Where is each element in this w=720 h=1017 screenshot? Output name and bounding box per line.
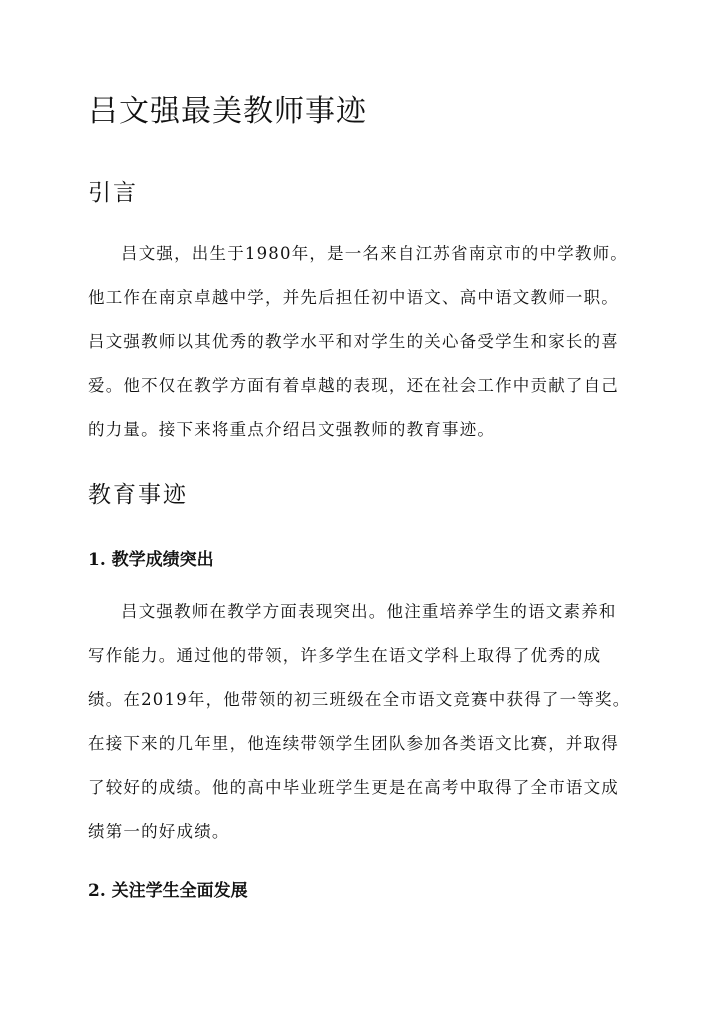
introduction-paragraph: 吕文强，出生于1980年，是一名来自江苏省南京市的中学教师。他工作在南京卓越中学，并先后担任初中语文、高中语文教师一职。吕文强教师以其优秀的教学水平和对学生的关心备受学生和家长的喜爱。他不仅在教学方面有着卓越的表现，还在社会工作中贡献了自己的力量。接下来将重点介绍吕文强教师的教育事迹。 [88, 244, 628, 439]
subsection-heading-student-development: 2. 关注学生全面发展 [88, 881, 248, 901]
section-heading-education-deeds: 教育事迹 [88, 482, 188, 508]
document-title: 吕文强最美教师事迹 [88, 94, 367, 129]
subsection-heading-teaching-results: 1. 教学成绩突出 [88, 550, 214, 570]
section-heading-introduction: 引言 [88, 180, 138, 206]
teaching-results-paragraph: 吕文强教师在教学方面表现突出。他注重培养学生的语文素养和写作能力。通过他的带领，许多学生在语文学科上取得了优秀的成绩。在2019年，他带领的初三班级在全市语文竞赛中获得了一等奖。在接下来的几年里，他连续带领学生团队参加各类语文比赛，并取得了较好的成绩。他的高中毕业班学生更是在高考中取得了全市语文成绩第一的好成绩。 [88, 602, 631, 841]
